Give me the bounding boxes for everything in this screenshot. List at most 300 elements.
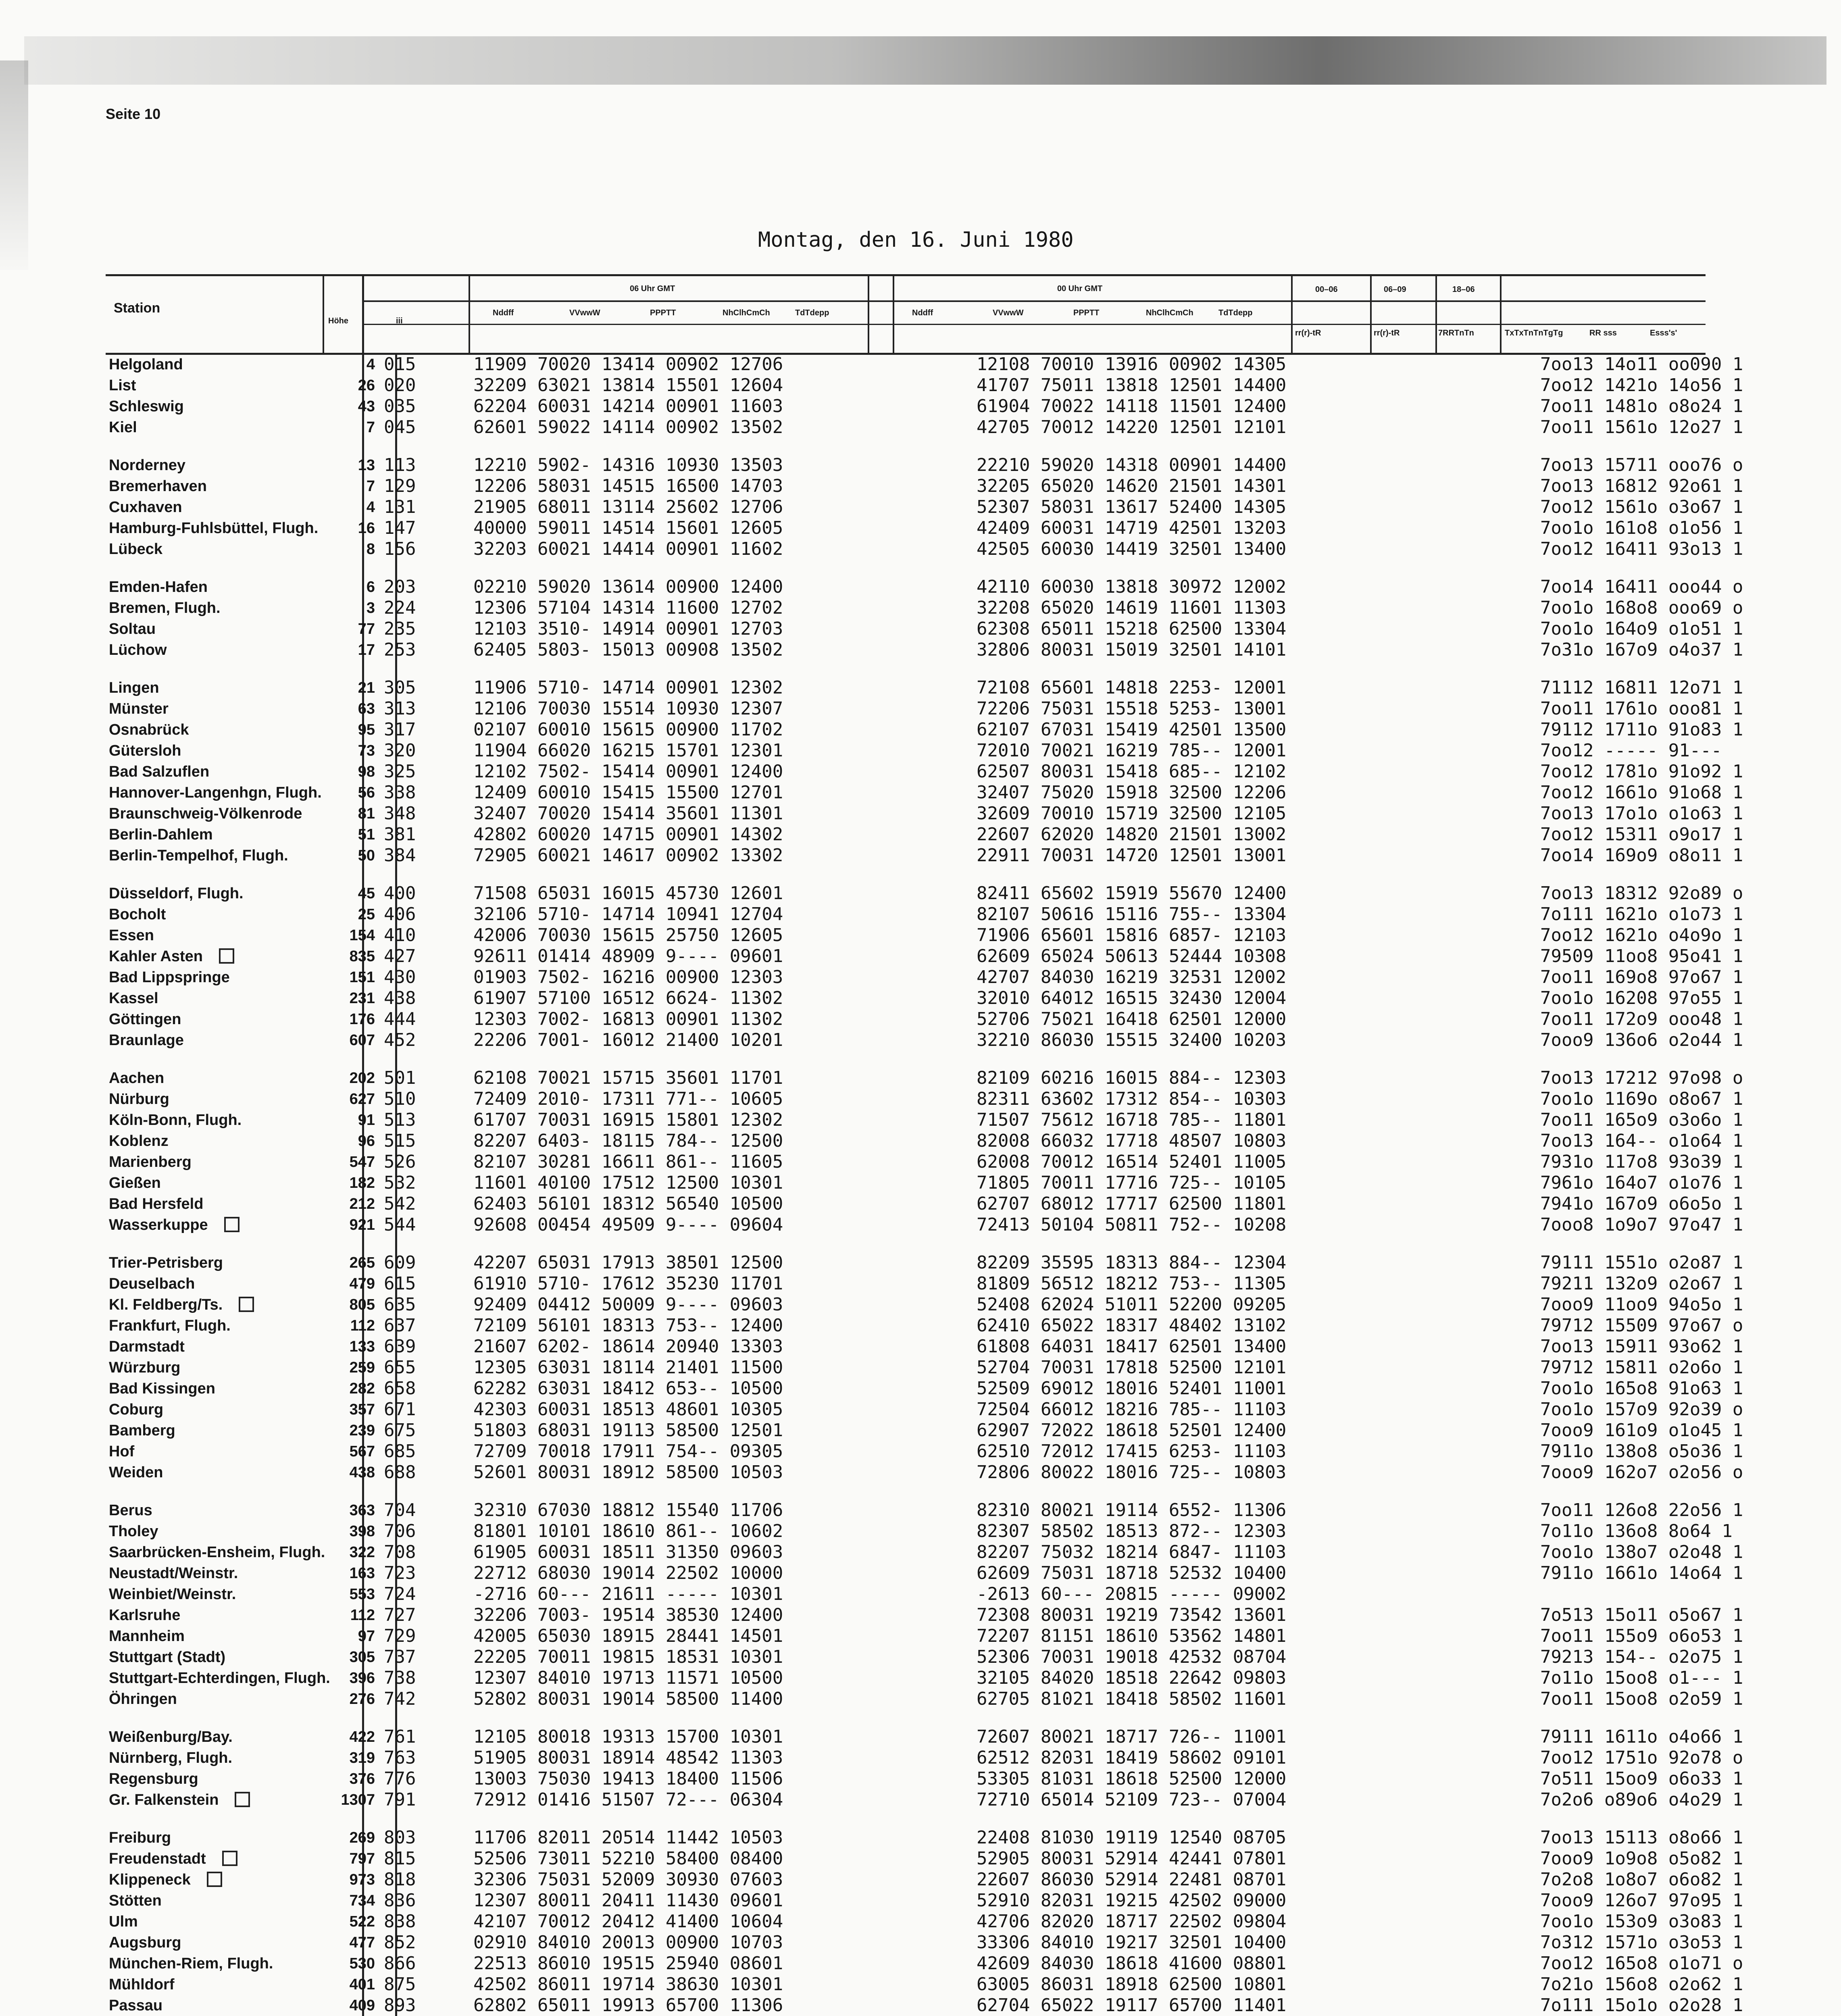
station-name-text: Gütersloh (109, 742, 181, 759)
station-name (109, 1173, 161, 1193)
extremes-18-06: 7oo13 15911 93o62 1 (1540, 1336, 1743, 1357)
station-height: 319 (349, 1749, 375, 1766)
extremes-18-06: 7oo12 ----- 91--- (1540, 740, 1722, 761)
extremes-18-06: 7oo12 1751o 92o78 o (1540, 1747, 1743, 1768)
station-name (109, 1542, 325, 1563)
obs-06-gmt: 32209 63021 13814 15501 12604 (473, 375, 783, 396)
mountain-station-marker (239, 1297, 254, 1312)
station-height: 357 (349, 1401, 375, 1418)
extremes-18-06: 7oo12 1781o 91o92 1 (1540, 761, 1743, 782)
station-name (109, 1009, 181, 1030)
station-index: 838 (384, 1911, 416, 1932)
station-name (109, 1768, 198, 1789)
station-height: 553 (349, 1586, 375, 1603)
obs-00-gmt: 61904 70022 14118 11501 12400 (977, 396, 1287, 417)
obs-06-gmt: 61910 5710- 17612 35230 11701 (473, 1273, 783, 1294)
extremes-18-06: 7oo13 15113 o8o66 1 (1540, 1827, 1743, 1848)
station-index: 615 (384, 1273, 416, 1294)
obs-06-gmt: 72709 70018 17911 754-- 09305 (473, 1441, 783, 1462)
station-name-text: Emden-Hafen (109, 579, 208, 596)
table-row (106, 1995, 1799, 2016)
station-index: 325 (384, 761, 416, 782)
extremes-18-06: 7oo1o 16208 97o55 1 (1540, 988, 1743, 1008)
table-row (106, 1193, 1799, 1214)
table-row (106, 396, 1799, 417)
station-height: 479 (349, 1275, 375, 1292)
station-name-text: Kahler Asten (109, 948, 203, 965)
station-name (109, 845, 288, 866)
station-name (109, 1500, 152, 1521)
table-row (106, 539, 1799, 560)
station-index: 875 (384, 1974, 416, 1995)
station-name (109, 396, 184, 417)
extremes-18-06: 7oo12 1621o o4o9o 1 (1540, 925, 1743, 946)
station-index: 704 (384, 1500, 416, 1520)
station-name (109, 1827, 171, 1848)
obs-00-gmt: 22911 70031 14720 12501 13001 (977, 845, 1287, 866)
station-index: 658 (384, 1378, 416, 1399)
station-name-text: Essen (109, 927, 154, 944)
header-period-1: 00–06 (1315, 285, 1338, 294)
station-index: 776 (384, 1768, 416, 1789)
obs-00-gmt: 52306 70031 19018 42532 08704 (977, 1647, 1287, 1667)
header-period-3-sub-1: 7RRTnTn (1438, 329, 1474, 337)
table-row (106, 1500, 1799, 1521)
station-name-text: Schleswig (109, 398, 184, 415)
station-index: 639 (384, 1336, 416, 1357)
obs-00-gmt: 72413 50104 50811 752-- 10208 (977, 1214, 1287, 1235)
obs-06-gmt: 52506 73011 52210 58400 08400 (473, 1848, 783, 1869)
station-height: 43 (358, 398, 375, 415)
obs-00-gmt: 82008 66032 17718 48507 10803 (977, 1131, 1287, 1151)
station-name (109, 1668, 330, 1689)
extremes-18-06: 7oo1o 157o9 92o39 o (1540, 1399, 1743, 1420)
table-row (106, 719, 1799, 740)
station-name-text: Ulm (109, 1913, 138, 1930)
station-name-text: Berlin-Dahlem (109, 826, 213, 843)
station-name (109, 539, 162, 560)
station-height: 50 (358, 847, 375, 864)
station-name (109, 1378, 215, 1399)
station-name (109, 824, 213, 845)
station-index: 836 (384, 1890, 416, 1911)
station-index: 738 (384, 1668, 416, 1688)
table-row (106, 577, 1799, 598)
obs-06-gmt: 62108 70021 15715 35601 11701 (473, 1068, 783, 1088)
station-height: 522 (349, 1913, 375, 1930)
station-name-text: Passau (109, 1997, 163, 2014)
extremes-18-06: 7ooo9 126o7 97o95 1 (1540, 1890, 1743, 1911)
station-index: 637 (384, 1315, 416, 1336)
station-name (109, 1932, 181, 1953)
station-height: 16 (358, 520, 375, 537)
obs-06-gmt: 42802 60020 14715 00901 14302 (473, 824, 783, 845)
station-height: 112 (350, 1317, 375, 1334)
station-name-text: Münster (109, 700, 169, 717)
station-name-text: Mannheim (109, 1628, 185, 1645)
station-name (109, 1462, 163, 1483)
extremes-18-06: 7oo14 16411 ooo44 o (1540, 577, 1743, 597)
station-name-text: Saarbrücken-Ensheim, Flugh. (109, 1544, 325, 1561)
obs-06-gmt: 62601 59022 14114 00902 13502 (473, 417, 783, 437)
station-index: 113 (384, 455, 416, 475)
obs-00-gmt: 72010 70021 16219 785-- 12001 (977, 740, 1287, 761)
station-name-text: Köln-Bonn, Flugh. (109, 1112, 242, 1129)
station-index: 729 (384, 1626, 416, 1646)
extremes-18-06: 7o31o 167o9 o4o37 1 (1540, 639, 1743, 660)
station-height: 567 (349, 1443, 375, 1460)
table-row (106, 824, 1799, 845)
station-name (109, 967, 230, 988)
extremes-18-06: 7oo1o 168o8 ooo69 o (1540, 598, 1743, 618)
obs-00-gmt: 82311 63602 17312 854-- 10303 (977, 1089, 1287, 1109)
extremes-18-06: 7ooo9 1o9o8 o5o82 1 (1540, 1848, 1743, 1869)
header-period-2: 06–09 (1384, 285, 1406, 294)
extremes-18-06: 79213 154-- o2o75 1 (1540, 1647, 1743, 1667)
header-06-col-4: NhClhCmCh (723, 308, 770, 317)
station-height: 376 (349, 1770, 375, 1787)
station-name (109, 946, 234, 967)
station-height: 112 (350, 1607, 375, 1624)
station-name (109, 1727, 233, 1747)
station-name-text: Gr. Falkenstein (109, 1791, 219, 1808)
station-name-text: Bad Kissingen (109, 1380, 215, 1397)
station-name (109, 1789, 250, 1810)
station-height: 96 (358, 1133, 375, 1150)
obs-06-gmt: 92409 04412 50009 9---- 09603 (473, 1294, 783, 1315)
obs-00-gmt: 62410 65022 18317 48402 13102 (977, 1315, 1287, 1336)
table-row (106, 1399, 1799, 1420)
station-name-text: Weißenburg/Bay. (109, 1729, 233, 1745)
obs-06-gmt: 72109 56101 18313 753-- 12400 (473, 1315, 783, 1336)
table-row (106, 1462, 1799, 1483)
station-height: 973 (349, 1871, 375, 1888)
station-index: 723 (384, 1563, 416, 1583)
extremes-18-06: 7oo13 17o1o o1o63 1 (1540, 803, 1743, 824)
obs-00-gmt: 72206 75031 15518 5253- 13001 (977, 698, 1287, 719)
station-height: 322 (349, 1544, 375, 1561)
station-height: 259 (349, 1359, 375, 1376)
extremes-18-06: 7oo1o 1169o o8o67 1 (1540, 1089, 1743, 1109)
station-name-text: Hannover-Langenhgn, Flugh. (109, 784, 322, 801)
obs-00-gmt: 52704 70031 17818 52500 12101 (977, 1357, 1287, 1378)
obs-06-gmt: 12303 7002- 16813 00901 11302 (473, 1009, 783, 1029)
station-index: 685 (384, 1441, 416, 1462)
station-name (109, 883, 244, 904)
header-06-gmt: 06 Uhr GMT (630, 284, 675, 293)
station-height: 81 (358, 805, 375, 822)
obs-00-gmt: 82411 65602 15919 55670 12400 (977, 883, 1287, 904)
station-index: 675 (384, 1420, 416, 1441)
obs-00-gmt: 62705 81021 18418 58502 11601 (977, 1689, 1287, 1709)
header-period-2-sub: rr(r)-tR (1374, 329, 1400, 337)
station-height: 13 (358, 457, 375, 474)
obs-00-gmt: 32609 70010 15719 32500 12105 (977, 803, 1287, 824)
extremes-18-06: 79112 1711o 91o83 1 (1540, 719, 1743, 740)
table-row (106, 455, 1799, 476)
scan-artifact-band (24, 36, 1826, 85)
obs-00-gmt: 61808 64031 18417 62501 13400 (977, 1336, 1287, 1357)
table-row (106, 1974, 1799, 1995)
table-row (106, 1789, 1799, 1810)
obs-06-gmt: 40000 59011 14514 15601 12605 (473, 518, 783, 538)
table-header (106, 274, 1706, 355)
table-row (106, 1068, 1799, 1089)
obs-00-gmt: 41707 75011 13818 12501 14400 (977, 375, 1287, 396)
extremes-18-06: 7oo12 15311 o9o17 1 (1540, 824, 1743, 845)
mountain-station-marker (222, 1851, 237, 1866)
station-height: 212 (349, 1195, 375, 1212)
header-00-col-5: TdTdepp (1218, 308, 1253, 317)
station-height: 231 (349, 990, 375, 1007)
table-row (106, 1605, 1799, 1626)
header-period-3-sub-3: RR sss (1589, 329, 1617, 337)
station-name-text: Osnabrück (109, 721, 189, 738)
station-name (109, 1315, 231, 1336)
group-spacer (106, 1051, 1799, 1068)
station-name-text: Weinbiet/Weinstr. (109, 1586, 236, 1603)
station-index: 893 (384, 1995, 416, 2016)
table-row (106, 967, 1799, 988)
extremes-18-06: 7oo13 164-- o1o64 1 (1540, 1131, 1743, 1151)
obs-00-gmt: 72308 80031 19219 73542 13601 (977, 1605, 1287, 1625)
station-height: 97 (358, 1628, 375, 1645)
extremes-18-06: 7o21o 156o8 o2o62 1 (1540, 1974, 1743, 1995)
obs-00-gmt: 22607 62020 14820 21501 13002 (977, 824, 1287, 845)
station-index: 688 (384, 1462, 416, 1483)
obs-00-gmt: 32208 65020 14619 11601 11303 (977, 598, 1287, 618)
station-name (109, 417, 137, 438)
station-name (109, 782, 322, 803)
station-name-text: Soltau (109, 621, 156, 637)
extremes-18-06: 79712 15509 97o67 o (1540, 1315, 1743, 1336)
obs-00-gmt: -2613 60--- 20815 ----- 09002 (977, 1584, 1287, 1604)
mountain-station-marker (219, 948, 234, 964)
obs-06-gmt: -2716 60--- 21611 ----- 10301 (473, 1584, 783, 1604)
station-name (109, 476, 207, 497)
station-height: 95 (358, 721, 375, 738)
station-name (109, 455, 185, 476)
station-height: 282 (349, 1380, 375, 1397)
extremes-18-06: 7oo11 172o9 ooo48 1 (1540, 1009, 1743, 1029)
station-name (109, 1995, 162, 2016)
table-row (106, 1173, 1799, 1193)
table-row (106, 417, 1799, 438)
station-name-text: Tholey (109, 1523, 158, 1540)
scan-artifact-edge (0, 60, 28, 270)
extremes-18-06: 7oo13 16812 92o61 1 (1540, 476, 1743, 496)
station-height: 154 (349, 927, 375, 944)
station-height: 8 (366, 541, 375, 558)
obs-06-gmt: 62405 5803- 15013 00908 13502 (473, 639, 783, 660)
station-index: 129 (384, 476, 416, 496)
extremes-18-06: 7oo12 1421o 14o56 1 (1540, 375, 1743, 396)
group-spacer (106, 866, 1799, 883)
table-row (106, 803, 1799, 824)
station-name-text: Braunlage (109, 1032, 184, 1049)
obs-00-gmt: 72806 80022 18016 725-- 10803 (977, 1462, 1287, 1483)
station-height: 477 (349, 1934, 375, 1951)
table-row (106, 740, 1799, 761)
extremes-18-06: 7oo1o 138o7 o2o48 1 (1540, 1542, 1743, 1562)
table-row (106, 1110, 1799, 1131)
table-row (106, 1441, 1799, 1462)
station-name-text: Freudenstadt (109, 1850, 206, 1867)
table-row (106, 518, 1799, 539)
header-period-1-sub: rr(r)-tR (1295, 329, 1321, 337)
obs-06-gmt: 12305 63031 18114 21401 11500 (473, 1357, 783, 1378)
header-hoehe: Höhe (328, 317, 348, 325)
station-index: 761 (384, 1727, 416, 1747)
station-name-text: Berlin-Tempelhof, Flugh. (109, 847, 288, 864)
obs-00-gmt: 62107 67031 15419 42501 13500 (977, 719, 1287, 740)
extremes-18-06: 7ooo9 11oo9 94o5o 1 (1540, 1294, 1743, 1315)
station-index: 635 (384, 1294, 416, 1315)
station-height: 734 (349, 1892, 375, 1909)
obs-00-gmt: 72108 65601 14818 2253- 12001 (977, 677, 1287, 698)
obs-06-gmt: 21607 6202- 18614 20940 13303 (473, 1336, 783, 1357)
extremes-18-06: 7oo11 126o8 22o56 1 (1540, 1500, 1743, 1520)
extremes-18-06: 7ooo9 161o9 o1o45 1 (1540, 1420, 1743, 1441)
station-name (109, 698, 169, 719)
obs-00-gmt: 42706 82020 18717 22502 09804 (977, 1911, 1287, 1932)
extremes-18-06: 7oo13 17212 97o98 o (1540, 1068, 1743, 1088)
station-name-text: Aachen (109, 1070, 165, 1087)
station-name (109, 1441, 134, 1462)
extremes-18-06: 7oo11 169o8 97o67 1 (1540, 967, 1743, 987)
extremes-18-06: 7oo11 1761o ooo81 1 (1540, 698, 1743, 719)
table-row (106, 1869, 1799, 1890)
obs-06-gmt: 13003 75030 19413 18400 11506 (473, 1768, 783, 1789)
table-row (106, 1932, 1799, 1953)
obs-00-gmt: 72710 65014 52109 723-- 07004 (977, 1789, 1287, 1810)
station-name (109, 354, 183, 375)
extremes-18-06: 7ooo9 136o6 o2o44 1 (1540, 1030, 1743, 1050)
station-name-text: Göttingen (109, 1011, 181, 1028)
obs-00-gmt: 42409 60031 14719 42501 13203 (977, 518, 1287, 538)
page-number: Seite 10 (106, 106, 161, 122)
obs-06-gmt: 32407 70020 15414 35601 11301 (473, 803, 783, 824)
station-height: 26 (358, 377, 375, 394)
table-row (106, 1727, 1799, 1747)
station-index: 513 (384, 1110, 416, 1130)
table-row (106, 1626, 1799, 1647)
group-spacer (106, 1710, 1799, 1727)
station-height: 25 (358, 906, 375, 923)
obs-06-gmt: 01903 7502- 16216 00900 12303 (473, 967, 783, 987)
extremes-18-06: 7o11o 15oo8 o1--- 1 (1540, 1668, 1743, 1688)
station-index: 430 (384, 967, 416, 987)
station-index: 348 (384, 803, 416, 824)
station-name-text: Bad Lippspringe (109, 969, 230, 986)
station-index: 852 (384, 1932, 416, 1953)
obs-06-gmt: 12103 3510- 14914 00901 12703 (473, 619, 783, 639)
station-name-text: Bocholt (109, 906, 166, 923)
station-index: 818 (384, 1869, 416, 1890)
table-row (106, 619, 1799, 639)
station-height: 921 (349, 1216, 375, 1233)
extremes-18-06: 7o513 15o11 o5o67 1 (1540, 1605, 1743, 1625)
mountain-station-marker (235, 1792, 250, 1807)
station-height: 627 (349, 1091, 375, 1108)
obs-06-gmt: 11904 66020 16215 15701 12301 (473, 740, 783, 761)
station-height: 797 (349, 1850, 375, 1867)
extremes-18-06: 7oo12 1561o o3o67 1 (1540, 497, 1743, 517)
station-name (109, 1911, 138, 1932)
extremes-18-06: 7oo11 1561o 12o27 1 (1540, 417, 1743, 437)
table-row (106, 988, 1799, 1009)
obs-00-gmt: 82209 35595 18313 884-- 12304 (977, 1252, 1287, 1273)
extremes-18-06: 79712 15811 o2o6o 1 (1540, 1357, 1743, 1378)
station-name-text: Öhringen (109, 1691, 177, 1708)
obs-00-gmt: 52905 80031 52914 42441 07801 (977, 1848, 1287, 1869)
station-index: 708 (384, 1542, 416, 1562)
obs-06-gmt: 11601 40100 17512 12500 10301 (473, 1173, 783, 1193)
station-name (109, 598, 221, 619)
station-name (109, 1689, 177, 1710)
table-row (106, 1089, 1799, 1110)
obs-00-gmt: 62907 72022 18618 52501 12400 (977, 1420, 1287, 1441)
station-index: 706 (384, 1521, 416, 1541)
station-name-text: Kassel (109, 990, 158, 1007)
station-index: 381 (384, 824, 416, 845)
station-index: 317 (384, 719, 416, 740)
header-00-col-3: PPPTT (1073, 308, 1100, 317)
extremes-18-06: 79211 132o9 o2o67 1 (1540, 1273, 1743, 1294)
station-index: 438 (384, 988, 416, 1008)
obs-00-gmt: 32407 75020 15918 32500 12206 (977, 782, 1287, 803)
station-height: 835 (349, 948, 375, 965)
station-name-text: Trier-Petrisberg (109, 1254, 223, 1271)
group-spacer (106, 660, 1799, 677)
station-height: 4 (366, 499, 375, 516)
obs-06-gmt: 92608 00454 49509 9---- 09604 (473, 1214, 783, 1235)
station-height: 3 (366, 600, 375, 616)
obs-00-gmt: 81809 56512 18212 753-- 11305 (977, 1273, 1287, 1294)
group-spacer (106, 1483, 1799, 1500)
obs-06-gmt: 12409 60010 15415 15500 12701 (473, 782, 783, 803)
station-height: 396 (349, 1670, 375, 1687)
obs-06-gmt: 61707 70031 16915 15801 12302 (473, 1110, 783, 1130)
station-name-text: Kiel (109, 419, 137, 436)
station-height: 202 (349, 1070, 375, 1087)
group-spacer (106, 1810, 1799, 1827)
station-height: 77 (358, 621, 375, 637)
station-index: 791 (384, 1789, 416, 1810)
obs-06-gmt: 51905 80031 18914 48542 11303 (473, 1747, 783, 1768)
table-row (106, 1420, 1799, 1441)
station-name (109, 803, 302, 824)
station-name (109, 1647, 225, 1668)
station-name-text: Regensburg (109, 1770, 198, 1787)
station-name (109, 1110, 242, 1131)
station-index: 156 (384, 539, 416, 559)
station-index: 400 (384, 883, 416, 904)
header-00-col-2: VVwwW (993, 308, 1024, 317)
station-index: 338 (384, 782, 416, 803)
extremes-18-06: 7o111 15o1o o2o28 1 (1540, 1995, 1743, 2016)
station-height: 269 (349, 1829, 375, 1846)
table-row (106, 782, 1799, 803)
group-spacer (106, 1235, 1799, 1252)
station-name (109, 1953, 273, 1974)
table-row (106, 1584, 1799, 1605)
station-height: 398 (349, 1523, 375, 1540)
station-name-text: Deuselbach (109, 1275, 195, 1292)
table-row (106, 476, 1799, 497)
station-index: 427 (384, 946, 416, 966)
obs-00-gmt: 52509 69012 18016 52401 11001 (977, 1378, 1287, 1399)
